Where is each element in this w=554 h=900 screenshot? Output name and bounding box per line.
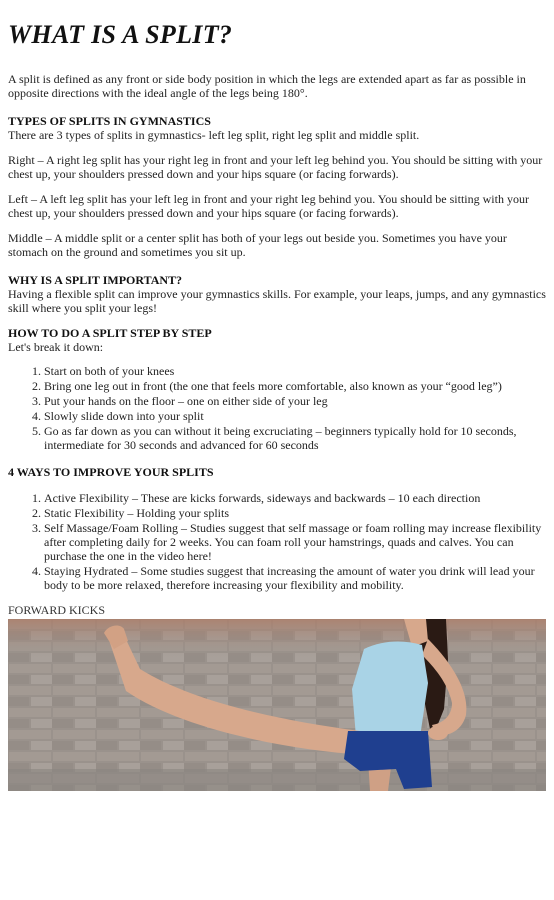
howto-heading: HOW TO DO A SPLIT STEP BY STEP <box>8 326 212 340</box>
list-item: 4. Slowly slide down into your split <box>44 409 546 423</box>
intro-paragraph: A split is defined as any front or side body position in which the legs are extended apart as far as possible in opposite directions with the ideal angle of the legs being 180°. <box>8 72 526 100</box>
list-item: 1. Start on both of your knees <box>44 364 546 378</box>
types-heading: TYPES OF SPLITS IN GYMNASTICS <box>8 114 211 128</box>
list-item: 3. Put your hands on the floor – one on either side of your leg <box>44 394 546 408</box>
tank-top <box>352 642 428 737</box>
list-item: 5. Go as far down as you can without it being excruciating – beginners typically hold for 10 seconds, intermediate for 30 seconds and advanced for 60 seconds <box>44 424 546 452</box>
forward-kick-illustration <box>8 619 546 791</box>
page-title: WHAT IS A SPLIT? <box>8 20 233 49</box>
list-item: 3. Self Massage/Foam Rolling – Studies suggest that self massage or foam rolling may increase flexibility after completing daily for 2 weeks. You can foam roll your hamstrings, quads and calves. You can purchase the one in the video here! <box>44 521 546 563</box>
types-left: Left – A left leg split has your left leg in front and your right leg behind you. You should be sitting with your chest up, your shoulders pressed down and your hips square (or facing forwards). <box>8 192 529 220</box>
why-text: Having a flexible split can improve your gymnastics skills. For example, your leaps, jumps, and any gymnastics skill where you split your legs! <box>8 287 546 315</box>
improve-list <box>8 491 546 592</box>
list-item: 4. Staying Hydrated – Some studies suggest that increasing the amount of water you drink will lead your body to be more relaxed, therefore increasing your flexibility and mobility. <box>44 564 546 592</box>
types-right: Right – A right leg split has your right leg in front and your left leg behind you. You should be sitting with your chest up, your shoulders pressed down and your hips square (or facing forwards). <box>8 153 543 181</box>
list-item: 2. Bring one leg out in front (the one that feels more comfortable, also known as your “good leg”) <box>44 379 546 393</box>
howto-subheading: Let's break it down: <box>8 340 104 354</box>
types-middle: Middle – A middle split or a center split has both of your legs out beside you. Sometimes you have your stomach on the ground and sometimes you sit up. <box>8 231 507 259</box>
article <box>8 0 546 791</box>
forward-kick-photo[interactable] <box>8 619 546 791</box>
list-item: 2. Static Flexibility – Holding your splits <box>44 506 546 520</box>
types-summary: There are 3 types of splits in gymnastics- left leg split, right leg split and middle split. <box>8 128 420 142</box>
improve-heading: 4 WAYS TO IMPROVE YOUR SPLITS <box>8 465 214 479</box>
video-label: FORWARD KICKS <box>8 603 106 617</box>
list-item: 1. Active Flexibility – These are kicks forwards, sideways and backwards – 10 each direction <box>44 491 546 505</box>
howto-steps-list <box>8 364 546 452</box>
why-heading: WHY IS A SPLIT IMPORTANT? <box>8 273 183 287</box>
